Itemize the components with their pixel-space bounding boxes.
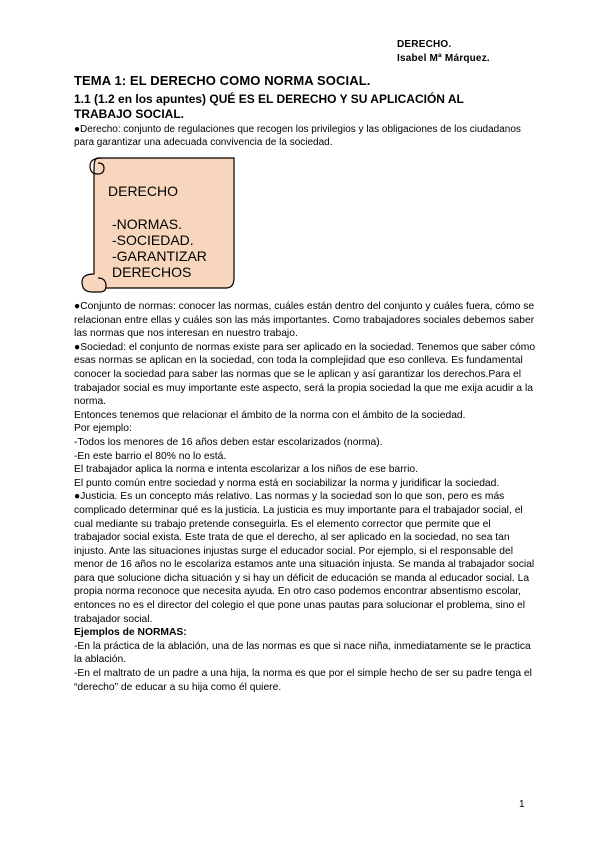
- derecho-scroll-graphic: [76, 150, 246, 300]
- scroll-item: -SOCIEDAD.: [112, 232, 194, 248]
- scroll-title: DERECHO: [108, 183, 179, 199]
- paragraph-normas: ●Conjunto de normas: conocer las normas, cuáles están dentro del conjunto y cuáles fuera, cómo se relacionan entre ellas y cuáles son las más importantes. Como trabajadores sociales debemos saber las normas que nos interesan en nuestro trabajo.: [74, 301, 535, 340]
- intro-paragraph: ●Derecho: conjunto de regulaciones que recogen los privilegios y las obligaciones de los ciudadanos para garantizar una adecuada convivencia de la sociedad.: [74, 124, 521, 148]
- body-text: [74, 300, 536, 694]
- example-maltrato: -En el maltrato de un padre a una hija, la norma es que por el simple hecho de ser su padre tenga el “derecho” de educar a su hija como él quiere.: [74, 668, 532, 693]
- header-subject: DERECHO.: [397, 39, 452, 50]
- scroll-item: -NORMAS.: [112, 216, 182, 232]
- scroll-item: -GARANTIZAR: [112, 248, 207, 264]
- paragraph-relacion: Entonces tenemos que relacionar el ámbito de la norma con el ámbito de la sociedad.: [74, 409, 466, 421]
- scroll-item: DERECHOS: [112, 264, 192, 280]
- document-header: [397, 38, 490, 66]
- paragraph-justicia: ●Justicia. Es un concepto más relativo. Las normas y la sociedad son lo que son, pero es más complicado determinar qué es la justicia. La justicia es muy importante para el trabajador social, el cual mediante su trabajo pretende conseguirla. Es el elemento corrector que permite que el trabajador social exista. Este trata de que el derecho, al ser aplicado en la sociedad, no sea tan injusto. Ante las situaciones injustas surge el educador social. Por ejemplo, si el responsable del menor de 16 años no le escolariza estamos ante una situación injusta. Se manda al trabajador social para que solucione dicha situación y si hay un déficit de educación se manda al educador social. La propia norma reconoce que necesita ayuda. En otro caso podemos encontrar absentismo escolar, entonces no es el director del colegio el que pone unas pautas para solucionar el problema, sino el trabajador social.: [74, 491, 535, 625]
- page-title: TEMA 1: EL DERECHO COMO NORMA SOCIAL.: [74, 73, 371, 88]
- examples-heading: Ejemplos de NORMAS:: [74, 627, 187, 639]
- paragraph-sociedad: ●Sociedad: el conjunto de normas existe para ser aplicado en la sociedad. Tenemos que saber cómo esas normas se aplican en la sociedad, con toda la complejidad que eso conlleva. Es fundamental conocer la sociedad para saber las normas que se le aplican y así garantizar los derechos.Para el trabajador social es muy importante este aspecto, será la propia sociedad la que me exija acudir a la norma.: [74, 341, 536, 408]
- section-subtitle: 1.1 (1.2 en los apuntes) QUÉ ES EL DERECHO Y SU APLICACIÓN AL TRABAJO SOCIAL.: [74, 92, 464, 121]
- example-ablacion: -En la práctica de la ablación, una de las normas es que si nace niña, inmediatamente se le practica la ablación.: [74, 640, 531, 666]
- paragraph-ejemplo-3: El trabajador aplica la norma e intenta escolarizar a los niños de ese barrio.: [74, 464, 418, 476]
- header-author: Isabel Mª Márquez.: [397, 53, 490, 64]
- paragraph-ejemplo-2: -En este barrio el 80% no lo está.: [74, 450, 227, 462]
- page-number: 1: [519, 799, 525, 810]
- paragraph-punto-comun: El punto común entre sociedad y norma está en sociabilizar la norma y juridificar la sociedad.: [74, 477, 500, 489]
- paragraph-ejemplo-1: -Todos los menores de 16 años deben estar escolarizados (norma).: [74, 436, 383, 448]
- scroll-items: [112, 216, 207, 280]
- paragraph-ejemplo-label: Por ejemplo:: [74, 423, 132, 435]
